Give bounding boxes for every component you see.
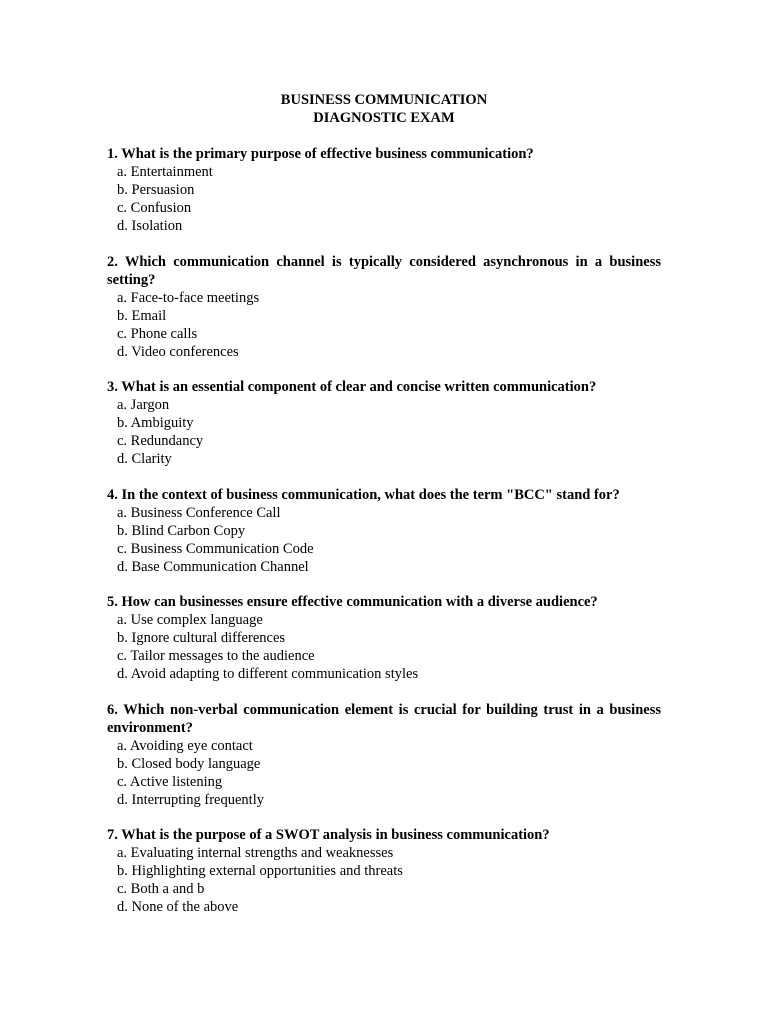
- option-d: d. Isolation: [117, 218, 183, 234]
- title-line-1: BUSINESS COMMUNICATION: [280, 92, 488, 108]
- title-line-2: DIAGNOSTIC EXAM: [313, 110, 455, 126]
- question-text: 7. What is the purpose of a SWOT analysis in business communication?: [107, 827, 550, 843]
- option-list: [107, 504, 661, 576]
- question-3: [107, 378, 661, 468]
- option-a: a. Face-to-face meetings: [117, 289, 260, 306]
- option-d: d. Interrupting frequently: [117, 791, 264, 808]
- question-7: [107, 826, 661, 916]
- option-list: [107, 163, 661, 235]
- question-text: 2. Which communication channel is typically considered asynchronous in a business setting?: [107, 253, 661, 288]
- question-text: 3. What is an essential component of clear and concise written communication?: [107, 379, 597, 395]
- option-c: c. Phone calls: [117, 325, 198, 342]
- option-d: d. Clarity: [117, 451, 172, 467]
- option-b: b. Email: [117, 307, 167, 324]
- option-a: a. Avoiding eye contact: [117, 737, 253, 754]
- option-c: c. Confusion: [117, 200, 192, 216]
- option-c: c. Business Communication Code: [117, 540, 314, 557]
- question-text: 1. What is the primary purpose of effective business communication?: [107, 146, 534, 162]
- option-c: c. Both a and b: [117, 881, 205, 897]
- option-d: d. Base Communication Channel: [117, 558, 309, 575]
- option-list: [107, 289, 661, 361]
- question-text: 4. In the context of business communication, what does the term "BCC" stand for?: [107, 486, 620, 503]
- question-6: [107, 701, 661, 809]
- option-b: b. Highlighting external opportunities and threats: [117, 863, 403, 879]
- option-c: c. Active listening: [117, 773, 223, 790]
- question-4: [107, 486, 661, 576]
- option-d: d. None of the above: [117, 899, 239, 915]
- option-a: a. Jargon: [117, 397, 170, 413]
- option-b: b. Ignore cultural differences: [117, 630, 286, 646]
- question-5: [107, 593, 661, 683]
- option-b: b. Blind Carbon Copy: [117, 522, 246, 539]
- option-d: d. Avoid adapting to different communication styles: [117, 666, 419, 682]
- option-c: c. Redundancy: [117, 433, 204, 449]
- option-a: a. Evaluating internal strengths and weaknesses: [117, 845, 394, 861]
- question-list: [107, 145, 661, 934]
- option-c: c. Tailor messages to the audience: [117, 648, 315, 664]
- option-list: [107, 396, 661, 468]
- option-a: a. Business Conference Call: [117, 504, 281, 521]
- option-b: b. Ambiguity: [117, 415, 194, 431]
- option-b: b. Closed body language: [117, 755, 261, 772]
- option-list: [107, 737, 661, 809]
- option-a: a. Use complex language: [117, 612, 263, 628]
- question-text: 5. How can businesses ensure effective communication with a diverse audience?: [107, 594, 598, 610]
- option-list: [107, 844, 661, 916]
- option-b: b. Persuasion: [117, 182, 195, 198]
- question-1: [107, 145, 661, 235]
- question-text: 6. Which non-verbal communication element is crucial for building trust in a business environment?: [107, 701, 661, 736]
- document-title: [0, 91, 768, 127]
- option-a: a. Entertainment: [117, 164, 213, 180]
- question-2: [107, 253, 661, 361]
- option-list: [107, 611, 661, 683]
- option-d: d. Video conferences: [117, 343, 239, 360]
